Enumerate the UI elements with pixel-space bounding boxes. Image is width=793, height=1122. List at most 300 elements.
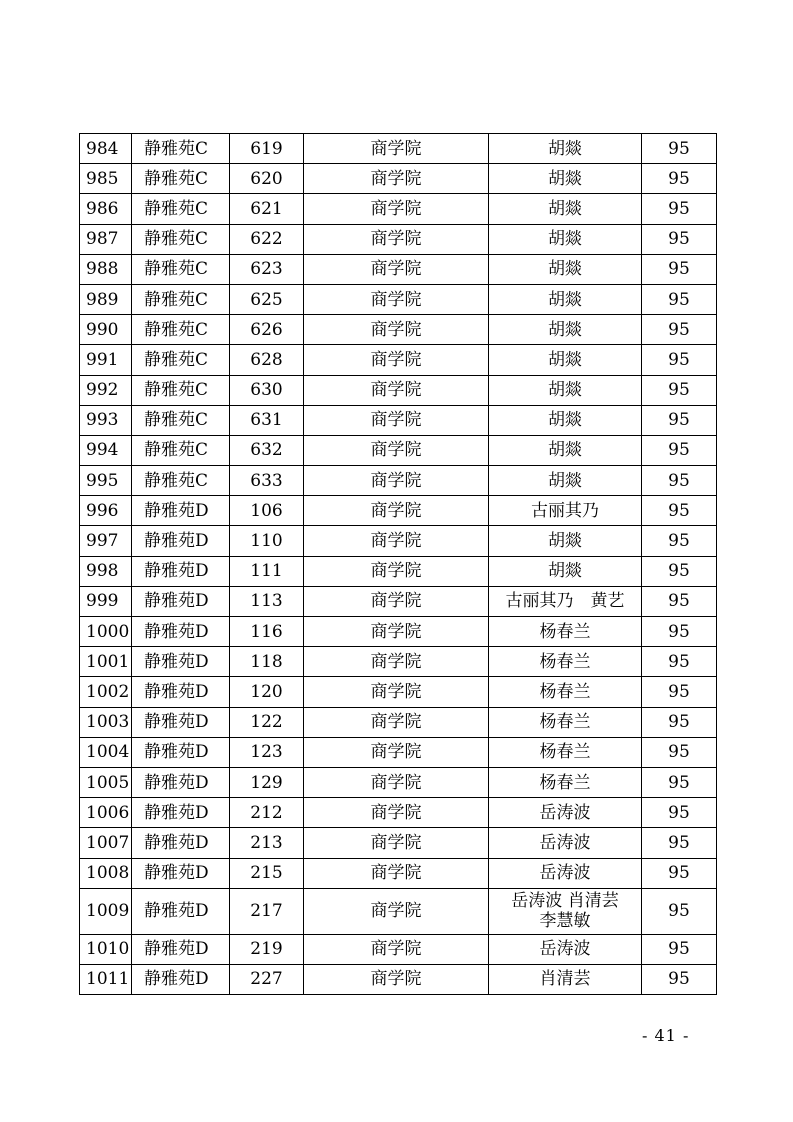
cell-score-text: 95 [668, 742, 690, 763]
cell-room-text: 215 [250, 863, 283, 884]
cell-score-text: 95 [668, 349, 690, 370]
cell-person [489, 284, 642, 314]
cell-number [80, 194, 132, 224]
cell-college [304, 496, 489, 526]
cell-person [489, 617, 642, 647]
cell-person-text: 岳涛波 [539, 802, 591, 823]
cell-room [230, 345, 304, 375]
cell-score-text: 95 [668, 712, 690, 733]
cell-college [304, 617, 489, 647]
cell-score [642, 466, 717, 496]
cell-score [642, 858, 717, 888]
cell-person-text: 胡燚 [548, 380, 582, 401]
cell-score-text: 95 [668, 168, 690, 189]
cell-person-text: 胡燚 [548, 561, 582, 582]
cell-building-text: 静雅苑C [144, 138, 209, 159]
table-row [80, 798, 717, 828]
cell-college [304, 767, 489, 797]
cell-college [304, 677, 489, 707]
cell-college [304, 964, 489, 994]
cell-college-text: 商学院 [370, 229, 422, 250]
cell-number [80, 164, 132, 194]
cell-person [489, 194, 642, 224]
cell-number-text: 991 [86, 349, 119, 370]
cell-number [80, 254, 132, 284]
cell-college-text: 商学院 [370, 901, 422, 922]
table-row [80, 677, 717, 707]
cell-score-text: 95 [668, 410, 690, 431]
cell-score-text: 95 [668, 289, 690, 310]
cell-room-text: 122 [250, 712, 283, 733]
cell-score-text: 95 [668, 901, 690, 922]
cell-score [642, 405, 717, 435]
cell-college-text: 商学院 [370, 939, 422, 960]
table-row [80, 828, 717, 858]
cell-building [132, 647, 230, 677]
cell-building-text: 静雅苑C [144, 198, 209, 219]
cell-building [132, 767, 230, 797]
cell-number-text: 992 [86, 380, 119, 401]
cell-building-text: 静雅苑C [144, 380, 209, 401]
cell-room-text: 116 [250, 621, 283, 642]
cell-person-text-line2: 李慧敏 [539, 911, 591, 932]
cell-building [132, 345, 230, 375]
cell-college [304, 798, 489, 828]
cell-building [132, 964, 230, 994]
cell-score-text: 95 [668, 561, 690, 582]
cell-score [642, 964, 717, 994]
cell-number [80, 888, 132, 934]
cell-number-text: 987 [86, 229, 119, 250]
cell-person-text: 胡燚 [548, 470, 582, 491]
cell-person-text: 胡燚 [548, 440, 582, 461]
cell-room-text: 630 [250, 380, 283, 401]
cell-room-text: 129 [250, 772, 283, 793]
cell-building [132, 526, 230, 556]
cell-building [132, 556, 230, 586]
cell-person-text: 杨春兰 [539, 772, 591, 793]
cell-person-text: 胡燚 [548, 289, 582, 310]
cell-person [489, 858, 642, 888]
cell-room [230, 934, 304, 964]
cell-college-text: 商学院 [370, 531, 422, 552]
cell-room [230, 737, 304, 767]
cell-person [489, 677, 642, 707]
cell-room [230, 466, 304, 496]
cell-person [489, 737, 642, 767]
cell-score-text: 95 [668, 440, 690, 461]
cell-college [304, 934, 489, 964]
cell-person [489, 254, 642, 284]
cell-building-text: 静雅苑C [144, 410, 209, 431]
cell-person-text: 杨春兰 [539, 621, 591, 642]
cell-person [489, 798, 642, 828]
cell-person-text: 胡燚 [548, 531, 582, 552]
cell-college-text: 商学院 [370, 681, 422, 702]
cell-building [132, 466, 230, 496]
cell-number-text: 1003 [86, 712, 130, 733]
cell-room-text: 227 [250, 969, 283, 990]
cell-number [80, 828, 132, 858]
cell-person-text: 杨春兰 [539, 681, 591, 702]
cell-number [80, 647, 132, 677]
cell-number-text: 1006 [86, 802, 130, 823]
cell-college-text: 商学院 [370, 349, 422, 370]
cell-score [642, 737, 717, 767]
cell-building-text: 静雅苑C [144, 349, 209, 370]
cell-score-text: 95 [668, 319, 690, 340]
cell-room-text: 622 [250, 229, 283, 250]
cell-number [80, 375, 132, 405]
cell-college-text: 商学院 [370, 319, 422, 340]
cell-building-text: 静雅苑C [144, 289, 209, 310]
cell-number [80, 496, 132, 526]
cell-person-text: 古丽其乃 黄艺 [505, 591, 625, 612]
cell-person-text: 胡燚 [548, 138, 582, 159]
cell-room-text: 123 [250, 742, 283, 763]
cell-person [489, 556, 642, 586]
cell-score-text: 95 [668, 772, 690, 793]
cell-room-text: 217 [250, 901, 283, 922]
table-row [80, 858, 717, 888]
cell-building-text: 静雅苑D [144, 621, 209, 642]
cell-number [80, 224, 132, 254]
cell-person [489, 134, 642, 164]
cell-person [489, 435, 642, 465]
cell-room [230, 858, 304, 888]
cell-building-text: 静雅苑D [144, 939, 209, 960]
cell-person-text: 胡燚 [548, 168, 582, 189]
cell-score [642, 284, 717, 314]
cell-college [304, 345, 489, 375]
cell-college-text: 商学院 [370, 198, 422, 219]
cell-college-text: 商学院 [370, 259, 422, 280]
cell-score [642, 617, 717, 647]
cell-room-text: 633 [250, 470, 283, 491]
cell-room [230, 375, 304, 405]
cell-college-text: 商学院 [370, 969, 422, 990]
cell-building-text: 静雅苑D [144, 651, 209, 672]
cell-person [489, 767, 642, 797]
cell-room [230, 315, 304, 345]
table-row [80, 707, 717, 737]
cell-building [132, 617, 230, 647]
cell-room [230, 964, 304, 994]
table-body [80, 134, 717, 995]
cell-college-text: 商学院 [370, 561, 422, 582]
dormitory-score-table [79, 133, 717, 995]
table-row [80, 964, 717, 994]
cell-college [304, 586, 489, 616]
cell-person [489, 375, 642, 405]
cell-person-text: 杨春兰 [539, 651, 591, 672]
cell-room-text: 625 [250, 289, 283, 310]
cell-person [489, 315, 642, 345]
cell-college-text: 商学院 [370, 138, 422, 159]
cell-score [642, 934, 717, 964]
table-row [80, 496, 717, 526]
cell-room [230, 284, 304, 314]
cell-person [489, 934, 642, 964]
cell-number-text: 985 [86, 168, 119, 189]
cell-score [642, 194, 717, 224]
cell-room-text: 632 [250, 440, 283, 461]
cell-person [489, 707, 642, 737]
cell-room [230, 707, 304, 737]
cell-person [489, 496, 642, 526]
cell-score [642, 134, 717, 164]
table-row [80, 284, 717, 314]
cell-room-text: 628 [250, 349, 283, 370]
cell-college-text: 商学院 [370, 863, 422, 884]
cell-number-text: 1000 [86, 621, 130, 642]
cell-score-text: 95 [668, 939, 690, 960]
cell-room-text: 623 [250, 259, 283, 280]
cell-room [230, 435, 304, 465]
cell-number [80, 405, 132, 435]
cell-building-text: 静雅苑D [144, 561, 209, 582]
cell-room [230, 164, 304, 194]
cell-building [132, 858, 230, 888]
cell-number [80, 466, 132, 496]
table-row [80, 375, 717, 405]
cell-number-text: 1001 [86, 651, 130, 672]
cell-building [132, 677, 230, 707]
cell-room-text: 621 [250, 198, 283, 219]
cell-building [132, 315, 230, 345]
cell-person-text: 胡燚 [548, 319, 582, 340]
cell-score-text: 95 [668, 198, 690, 219]
cell-person-text: 胡燚 [548, 198, 582, 219]
cell-room [230, 254, 304, 284]
table-row [80, 737, 717, 767]
cell-number [80, 617, 132, 647]
cell-number [80, 586, 132, 616]
cell-building-text: 静雅苑D [144, 531, 209, 552]
table-row [80, 164, 717, 194]
cell-number [80, 798, 132, 828]
cell-college [304, 435, 489, 465]
cell-room [230, 556, 304, 586]
cell-building-text: 静雅苑C [144, 319, 209, 340]
cell-building-text: 静雅苑D [144, 802, 209, 823]
table-row [80, 647, 717, 677]
cell-score-text: 95 [668, 591, 690, 612]
table-row [80, 556, 717, 586]
cell-college-text: 商学院 [370, 712, 422, 733]
page-number: - 41 - [642, 1026, 690, 1045]
cell-person [489, 345, 642, 375]
cell-person-text: 岳涛波 [539, 863, 591, 884]
cell-college [304, 828, 489, 858]
cell-number [80, 934, 132, 964]
cell-college-text: 商学院 [370, 832, 422, 853]
cell-person [489, 164, 642, 194]
table-row [80, 224, 717, 254]
cell-college-text: 商学院 [370, 500, 422, 521]
table-row [80, 194, 717, 224]
cell-person [489, 828, 642, 858]
cell-number [80, 677, 132, 707]
cell-number-text: 990 [86, 319, 119, 340]
table-row [80, 934, 717, 964]
cell-building [132, 888, 230, 934]
cell-building [132, 707, 230, 737]
table-row [80, 466, 717, 496]
cell-number-text: 986 [86, 198, 119, 219]
cell-person [489, 224, 642, 254]
cell-room-text: 219 [250, 939, 283, 960]
cell-person-text: 胡燚 [548, 259, 582, 280]
cell-college [304, 556, 489, 586]
cell-college [304, 375, 489, 405]
cell-number [80, 435, 132, 465]
cell-number [80, 737, 132, 767]
cell-number-text: 1011 [86, 969, 130, 990]
cell-score [642, 888, 717, 934]
cell-number-text: 984 [86, 138, 119, 159]
cell-number-text: 988 [86, 259, 119, 280]
cell-score [642, 254, 717, 284]
cell-room [230, 496, 304, 526]
cell-person-text: 杨春兰 [539, 712, 591, 733]
cell-room [230, 888, 304, 934]
cell-college [304, 647, 489, 677]
cell-number-text: 995 [86, 470, 119, 491]
cell-building-text: 静雅苑D [144, 500, 209, 521]
cell-number [80, 526, 132, 556]
cell-number-text: 998 [86, 561, 119, 582]
cell-college [304, 194, 489, 224]
cell-building-text: 静雅苑D [144, 591, 209, 612]
cell-score [642, 556, 717, 586]
cell-building-text: 静雅苑C [144, 229, 209, 250]
table-row [80, 315, 717, 345]
cell-number-text: 996 [86, 500, 119, 521]
cell-number-text: 997 [86, 531, 119, 552]
cell-building-text: 静雅苑D [144, 742, 209, 763]
cell-score [642, 435, 717, 465]
table-row [80, 435, 717, 465]
cell-building-text: 静雅苑D [144, 901, 209, 922]
cell-college [304, 526, 489, 556]
cell-number [80, 315, 132, 345]
cell-college-text: 商学院 [370, 742, 422, 763]
cell-room-text: 213 [250, 832, 283, 853]
cell-room [230, 617, 304, 647]
cell-college [304, 224, 489, 254]
cell-college [304, 858, 489, 888]
cell-college-text: 商学院 [370, 591, 422, 612]
cell-college-text: 商学院 [370, 440, 422, 461]
cell-room [230, 526, 304, 556]
cell-number-text: 1008 [86, 863, 130, 884]
cell-score [642, 798, 717, 828]
cell-score [642, 375, 717, 405]
cell-building [132, 164, 230, 194]
cell-person [489, 586, 642, 616]
cell-building [132, 828, 230, 858]
cell-number-text: 1010 [86, 939, 130, 960]
cell-score-text: 95 [668, 138, 690, 159]
cell-score-text: 95 [668, 681, 690, 702]
cell-room [230, 194, 304, 224]
cell-room-text: 631 [250, 410, 283, 431]
cell-room [230, 405, 304, 435]
cell-building [132, 934, 230, 964]
cell-building [132, 134, 230, 164]
cell-college [304, 737, 489, 767]
cell-number [80, 556, 132, 586]
cell-college-text: 商学院 [370, 802, 422, 823]
cell-room [230, 828, 304, 858]
cell-room-text: 106 [250, 500, 283, 521]
cell-score [642, 345, 717, 375]
cell-building-text: 静雅苑D [144, 969, 209, 990]
cell-college-text: 商学院 [370, 621, 422, 642]
cell-number-text: 1002 [86, 681, 130, 702]
cell-room-text: 120 [250, 681, 283, 702]
cell-score [642, 164, 717, 194]
cell-room-text: 619 [250, 138, 283, 159]
cell-score [642, 647, 717, 677]
cell-college [304, 707, 489, 737]
cell-person-text: 肖清芸 [539, 969, 591, 990]
cell-room-text: 111 [250, 561, 283, 582]
cell-college-text: 商学院 [370, 651, 422, 672]
cell-person-text: 杨春兰 [539, 742, 591, 763]
table-row [80, 254, 717, 284]
cell-building-text: 静雅苑D [144, 832, 209, 853]
cell-score-text: 95 [668, 259, 690, 280]
cell-building-text: 静雅苑D [144, 772, 209, 793]
cell-college [304, 888, 489, 934]
table-row [80, 526, 717, 556]
cell-college-text: 商学院 [370, 470, 422, 491]
cell-person [489, 888, 642, 934]
cell-building-text: 静雅苑C [144, 470, 209, 491]
cell-building [132, 435, 230, 465]
cell-score-text: 95 [668, 229, 690, 250]
cell-college-text: 商学院 [370, 772, 422, 793]
cell-room-text: 118 [250, 651, 283, 672]
cell-room [230, 767, 304, 797]
cell-person [489, 647, 642, 677]
cell-building [132, 254, 230, 284]
cell-number-text: 1009 [86, 901, 130, 922]
cell-building-text: 静雅苑D [144, 863, 209, 884]
cell-score [642, 224, 717, 254]
cell-score-text: 95 [668, 380, 690, 401]
cell-number-text: 1004 [86, 742, 130, 763]
cell-college-text: 商学院 [370, 168, 422, 189]
cell-number [80, 964, 132, 994]
table-row [80, 617, 717, 647]
cell-building [132, 586, 230, 616]
cell-building [132, 194, 230, 224]
cell-college [304, 405, 489, 435]
cell-building [132, 224, 230, 254]
cell-room-text: 110 [250, 531, 283, 552]
cell-person [489, 526, 642, 556]
cell-person-text: 岳涛波 [539, 832, 591, 853]
cell-college [304, 466, 489, 496]
cell-number [80, 707, 132, 737]
cell-number-text: 1007 [86, 832, 130, 853]
cell-score [642, 526, 717, 556]
cell-score-text: 95 [668, 531, 690, 552]
cell-number-text: 993 [86, 410, 119, 431]
